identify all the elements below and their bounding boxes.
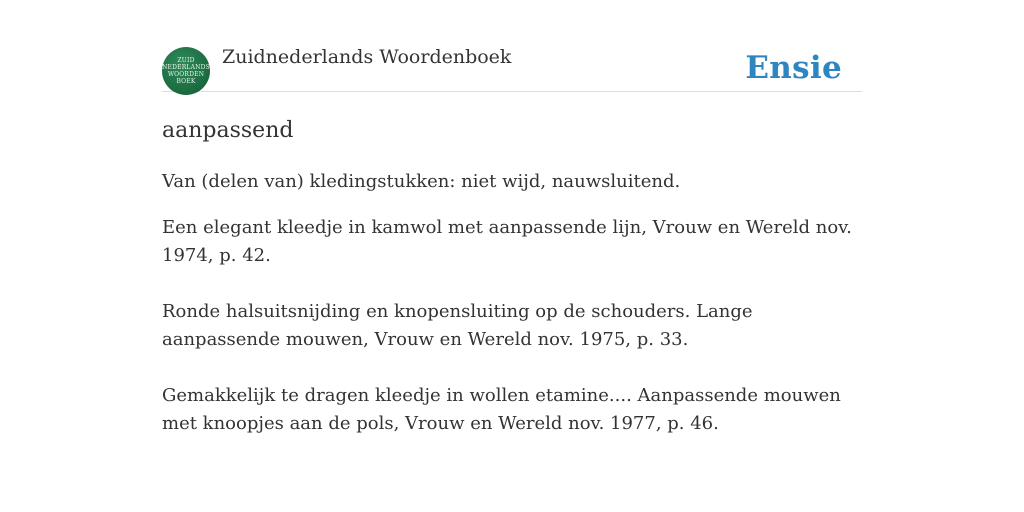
entry-card xyxy=(162,44,862,466)
source-title[interactable]: Zuidnederlands Woordenboek xyxy=(222,46,512,68)
logo-line: NEDERLANDS xyxy=(162,64,210,71)
logo-line: WOORDEN xyxy=(167,71,205,78)
headword: aanpassend xyxy=(162,118,294,143)
quotation: Ronde halsuitsnijding en knopensluiting op de schouders. Lange aanpassende mouwen, Vrouw en Wereld nov. 1975, p. 33. xyxy=(162,301,753,350)
logo-line: ZUID xyxy=(177,57,195,64)
quotation-list xyxy=(162,214,862,438)
source-header xyxy=(162,44,862,92)
logo-line: BOEK xyxy=(176,78,196,85)
quotation: Gemakkelijk te dragen kleedje in wollen etamine.... Aanpassende mouwen met knoopjes aan de pols, Vrouw en Wereld nov. 1977, p. 46. xyxy=(162,385,841,434)
definition-text: Van (delen van) kledingstukken: niet wijd, nauwsluitend. xyxy=(162,171,681,192)
dictionary-logo[interactable] xyxy=(162,47,210,95)
quotation: Een elegant kleedje in kamwol met aanpassende lijn, Vrouw en Wereld nov. 1974, p. 42. xyxy=(162,217,852,266)
ensie-brand-logo[interactable]: Ensie xyxy=(745,50,842,86)
